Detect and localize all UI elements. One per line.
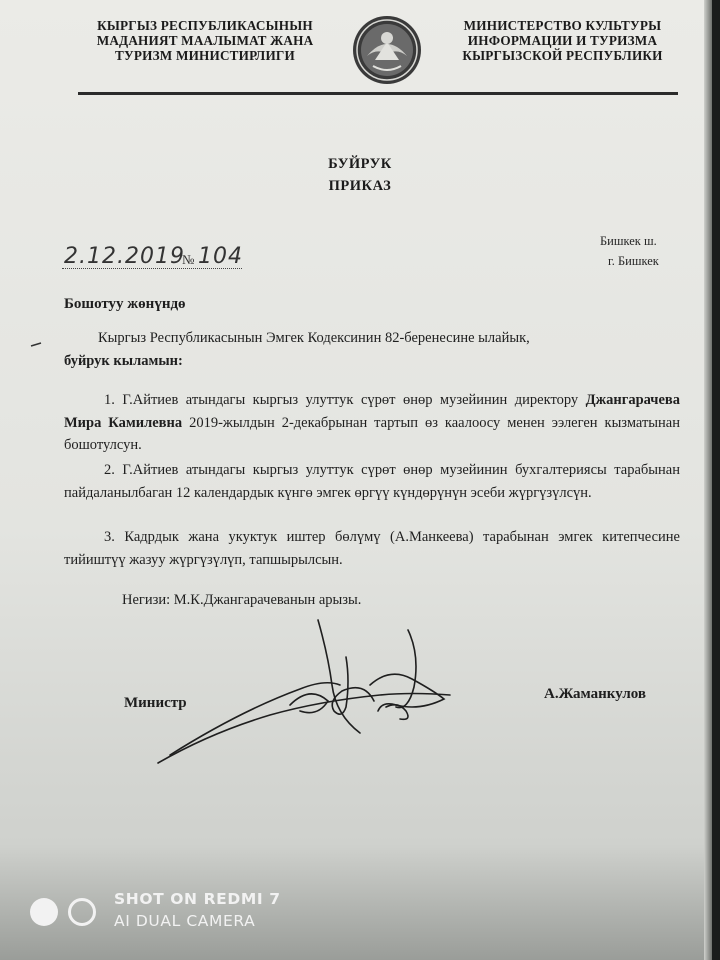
city-kyrgyz: Бишкек ш. (600, 234, 657, 248)
header-right-line: КЫРГЫЗСКОЙ РЕСПУБЛИКИ (462, 48, 663, 63)
header-right-line: ИНФОРМАЦИИ И ТУРИЗМА (467, 33, 658, 48)
header-left-line: МАДАНИЯТ МААЛЫМАТ ЖАНА (96, 33, 314, 48)
state-emblem-icon (351, 14, 423, 86)
signer-name: А.Жаманкулов (544, 686, 646, 702)
watermark-line-2: AI DUAL CAMERA (114, 912, 256, 930)
order-item-3: 3. Кадрдык жана укуктук иштер бөлүмү (А.Манкеева) тарабынан эмгек китепчесине тийиштүү жазуу жүргүзүлүп, тапшырылсын. (64, 529, 680, 568)
handwritten-signature (150, 615, 460, 770)
order-item-2: 2. Г.Айтиев атындагы кыргыз улуттук сүрөт өнөр музейинин бухгалтериясы тарабынан пайдаланылбаган 12 календардык күнгө эмгек өргүү күндөрүнүн эсеби жүргүзүлсүн. (64, 462, 680, 501)
order-item-1 (64, 389, 680, 457)
header-left-line: КЫРГЫЗ РЕСПУБЛИКАСЫНЫН (97, 18, 313, 33)
intro-text: Кыргыз Республикасынын Эмгек Кодексинин 82-беренесине ылайык, (98, 330, 530, 346)
header-left-kyrgyz (70, 18, 340, 63)
handwritten-number: 104 (198, 244, 243, 269)
intro-order-text: буйрук кыламын: (64, 352, 183, 369)
item1-text-a: 1. Г.Айтиев атындагы кыргыз улуттук сүрөт өнөр музейинин директору (104, 392, 586, 408)
basis-line: Негизи: М.К.Джангарачеванын арызы. (122, 592, 362, 608)
margin-mark (30, 342, 42, 348)
city-russian: г. Бишкек (608, 254, 659, 268)
item1-text-b: 2019-жылдын 2-декабрынан тартып өз каалоосу менен ээлеген кызматынан бошотулсун. (64, 414, 681, 454)
handwritten-date: 2.12.2019 (64, 244, 185, 269)
doc-title-kyrgyz: БУЙРУК (328, 156, 392, 172)
watermark-ring-icon (68, 898, 96, 926)
page-edge-shadow (704, 0, 712, 960)
number-sign: № (182, 252, 195, 267)
watermark-dot-icon (30, 898, 58, 926)
header-left-line: ТУРИЗМ МИНИСТИРЛИГИ (115, 48, 295, 63)
item1-name: Джангарачева Мира Камилевна (64, 392, 680, 431)
signature-role: Министр (124, 695, 187, 711)
watermark-line-1: SHOT ON REDMI 7 (114, 890, 281, 908)
header-right-line: МИНИСТЕРСТВО КУЛЬТУРЫ (463, 18, 662, 33)
doc-title-russian: ПРИКАЗ (328, 178, 392, 194)
date-dotted-line (62, 268, 242, 269)
header-right-russian (440, 18, 685, 63)
intro-paragraph (64, 327, 680, 372)
header-divider (78, 92, 678, 95)
subject-heading: Бошотуу жөнүндө (64, 296, 186, 312)
